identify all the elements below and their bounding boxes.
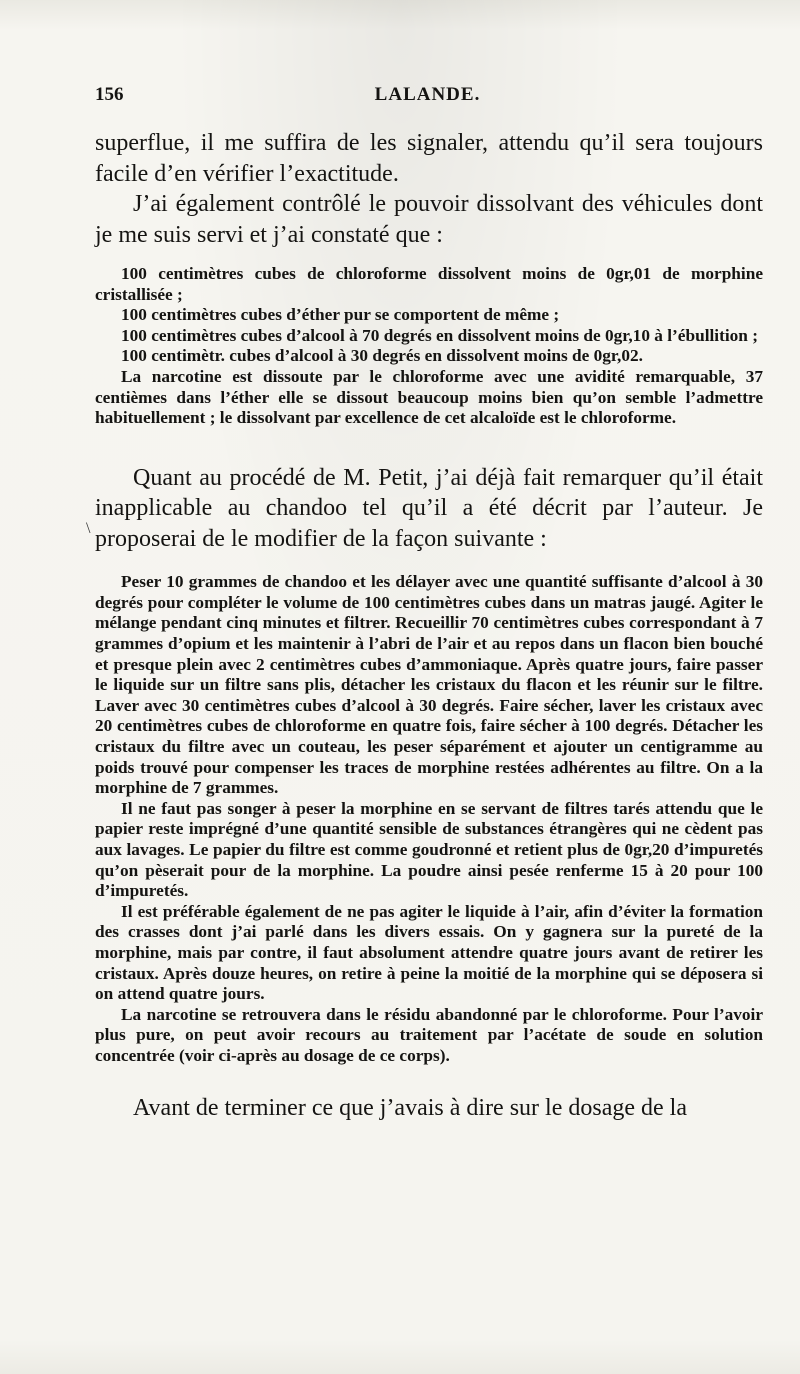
paragraph-continuation: superflue, il me suffira de les signaler, attendu qu’il sera toujours facile d’en vérifier l’exactitude.: [95, 130, 763, 187]
filter-warning-paragraph: Il ne faut pas songer à peser la morphine en se servant de filtres tarés attendu que le papier reste imprégné d’une quantité sensible de substances étrangères qui ne cèdent pas aux lavages. Le papier du filtre est comme goudronné et retient plus de 0gr,20 d’impuretés qu’on pèserait pour de la morphine. La poudre ainsi pesée renferme 15 à 20 pour 100 d’impuretés.: [95, 798, 763, 901]
running-head: LALANDE.: [374, 84, 481, 105]
solubility-chloroform: 100 centimètres cubes de chloroforme dissolvent moins de 0gr,01 de morphine cristallisée ;: [95, 264, 763, 304]
body-text: [95, 128, 763, 1123]
procedure-paragraph: Peser 10 grammes de chandoo et les délayer avec une quantité suffisante d’alcool à 30 degrés pour compléter le volume de 100 centimètres cubes dans un matras jaugé. Agiter le mélange pendant cinq minutes et filtrer. Recueillir 70 centimètres cubes correspondant à 7 grammes d’opium et les maintenir à l’abri de l’air et au repos dans un flacon bien bouché et presque plein avec 2 centimètres cubes d’ammoniaque. Après quatre jours, faire passer le liquide sur un filtre sans plis, détacher les cristaux du flacon et les réunir sur le filtre. Laver avec 30 centimètres cubes d’alcool à 30 degrés. Faire sécher, laver les cristaux avec 20 centimètres cubes de chloroforme en quatre fois, faire sécher à 100 degrés. Détacher les cristaux du filtre avec un couteau, les peser séparément et ajouter un centigramme au poids trouvé pour compenser les traces de morphine restées adhérentes au filtre. On a la morphine de 7 grammes.: [95, 572, 763, 798]
margin-mark: \: [86, 520, 91, 537]
narcotine-note: La narcotine est dissoute par le chloroforme avec une avidité remarquable, 37 centièmes dans l’éther elle se dissout beaucoup moins bien qu’on semble l’admettre habituellement ; le dissolvant par excellence de cet alcaloïde est le chloroforme.: [95, 366, 763, 428]
paragraph-solvents-intro: J’ai également contrôlé le pouvoir dissolvant des véhicules dont je me suis servi et j’ai constaté que :: [95, 191, 763, 248]
page-number: 156: [95, 84, 124, 105]
narcotine-residue-paragraph: La narcotine se retrouvera dans le résidu abandonné par le chloroforme. Pour l’avoir plus pure, on peut avoir recours au traitement par l’acétate de soude en solution concentrée (voir ci-après au dosage de ce corps).: [95, 1004, 763, 1065]
paragraph-closing: Avant de terminer ce que j’avais à dire sur le dosage de la: [133, 1094, 687, 1121]
solubility-alcohol-70: 100 centimètres cubes d’alcool à 70 degrés en dissolvent moins de 0gr,10 à l’ébullition ;: [121, 325, 758, 345]
page-header: [95, 84, 760, 114]
solubility-alcohol-30: 100 centimètr. cubes d’alcool à 30 degrés en dissolvent moins de 0gr,02.: [121, 346, 643, 366]
agitation-paragraph: Il est préférable également de ne pas agiter le liquide à l’air, afin d’éviter la formation des crasses dont j’ai parlé dans les divers essais. On y gagnera sur la pureté de la morphine, mais par contre, il faut absolument attendre quatre jours avant de retirer les cristaux. Après douze heures, on retire à peine la moitié de la morphine qui se déposera si on attend quatre jours.: [95, 901, 763, 1004]
solubility-ether: 100 centimètres cubes d’éther pur se comportent de même ;: [121, 305, 560, 325]
paragraph-petit-method: Quant au procédé de M. Petit, j’ai déjà fait remarquer qu’il était inapplicable au chandoo tel qu’il a été décrit par l’auteur. Je proposerai de le modifier de la façon suivante :: [95, 464, 763, 552]
